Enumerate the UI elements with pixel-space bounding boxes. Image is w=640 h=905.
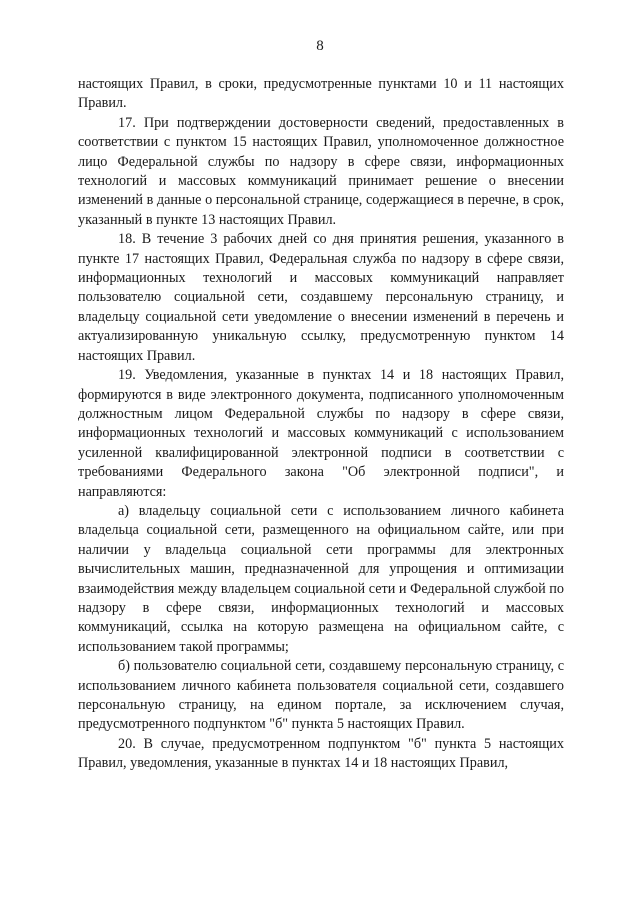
paragraph-continuation: настоящих Правил, в сроки, предусмотренные пунктами 10 и 11 настоящих Правил.	[78, 76, 564, 112]
paragraph-item-19-a: а) владельцу социальной сети с использованием личного кабинета владельца социальной сети, размещенного на официальном сайте, или при наличии у владельца социальной сети программы для электронных вычислительных машин, предназначенной для упрощения и оптимизации взаимодействия между владельцем социальной сети и Федеральной службой по надзору в сфере связи, информационных технологий и массовых коммуникаций, ссылка на которую размещена на официальном сайте, с использованием такой программы;	[78, 502, 564, 655]
paragraph-item-17: 17. При подтверждении достоверности сведений, предоставленных в соответствии с пунктом 15 настоящих Правил, уполномоченное должностное лицо Федеральной службы по надзору в сфере связи, информационных технологий и массовых коммуникаций принимает решение о внесении изменений в данные о персональной странице, содержащиеся в перечне, в срок, указанный в пункте 13 настоящих Правил.	[78, 114, 564, 228]
page-number: 8	[316, 38, 324, 54]
paragraph-item-19-b: б) пользователю социальной сети, создавшему персональную страницу, с использованием личного кабинета пользователя социальной сети, создавшего персональную страницу, на едином портале, за исключением случая, предусмотренного подпунктом "б" пункта 5 настоящих Правил.	[78, 658, 564, 733]
document-body	[78, 75, 564, 774]
paragraph-item-18: 18. В течение 3 рабочих дней со дня принятия решения, указанного в пункте 17 настоящих Правил, Федеральная служба по надзору в сфере связи, информационных технологий и массовых коммуникаций направляет пользователю социальной сети, создавшему персональную страницу, и владельцу социальной сети уведомление о внесении изменений в перечень и актуализированную уникальную ссылку, предусмотренную пунктом 14 настоящих Правил.	[78, 231, 564, 364]
paragraph-item-20: 20. В случае, предусмотренном подпунктом "б" пункта 5 настоящих Правил, уведомления, указанные в пунктах 14 и 18 настоящих Правил,	[78, 735, 564, 772]
paragraph-item-19: 19. Уведомления, указанные в пунктах 14 и 18 настоящих Правил, формируются в виде электронного документа, подписанного уполномоченным должностным лицом Федеральной службы по надзору в сфере связи, информационных технологий и массовых коммуникаций с использованием усиленной квалифицированной электронной подписи в соответствии с требованиями Федерального закона "Об электронной подписи", и направляются:	[78, 367, 564, 500]
